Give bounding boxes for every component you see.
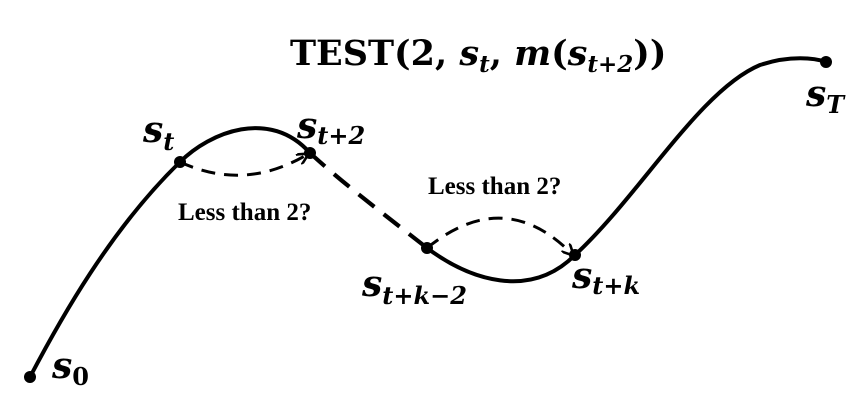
state-label-stk2: $s_{t+k-2}$: [362, 263, 467, 310]
trajectory-segment-start: [30, 128, 310, 377]
question-label-left: Less than 2?: [178, 199, 312, 226]
question-label-right: Less than 2?: [428, 173, 562, 200]
state-point-s0: [24, 371, 36, 383]
state-point-stk2: [421, 242, 433, 254]
skip-arrow-left: [180, 154, 308, 175]
state-label-st2: st+2: [297, 105, 366, 150]
state-point-sT: [820, 56, 832, 68]
state-label-stk: st+k: [572, 255, 641, 300]
skip-arrow-right: [427, 218, 573, 255]
state-label-st: $s_t$: [143, 109, 175, 156]
state-point-st2: [304, 147, 316, 159]
state-label-s0: s0: [52, 345, 89, 391]
diagram-title: TEST(2, $s_t$, $m(s_{t+2})$): [290, 33, 667, 78]
state-point-st: [174, 156, 186, 168]
trajectory-segment-end: [427, 58, 826, 281]
state-label-sT: sT: [806, 73, 845, 119]
trajectory-segment-skipped: [310, 153, 427, 248]
